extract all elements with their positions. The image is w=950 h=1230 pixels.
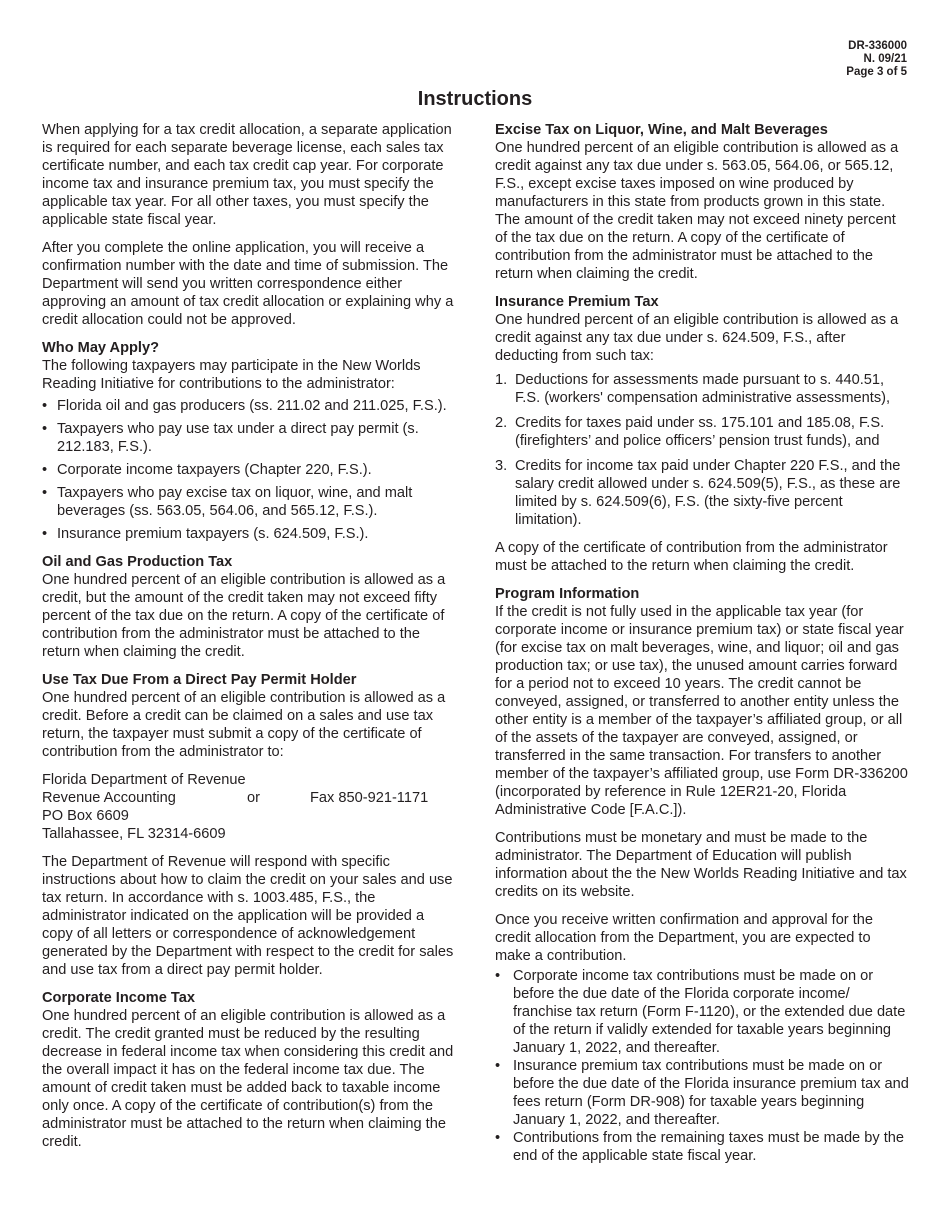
address-line: Florida Department of Revenue [42,772,246,788]
list-item: • Florida oil and gas producers (ss. 211.02 and 211.025, F.S.). [42,397,458,415]
deductions-list [495,371,910,529]
list-item: • Insurance premium taxpayers (s. 624.509, F.S.). [42,525,458,543]
list-item: 3. Credits for income tax paid under Chapter 220 F.S., and the salary credit allowed under s. 624.509(5), F.S., as these are limited by s. 624.509(6), F.S. (the sixty-five percent limitation). [495,458,901,528]
use-tax-heading: Use Tax Due From a Direct Pay Permit Holder [42,672,357,688]
dor-response-text: The Department of Revenue will respond with specific instructions about how to claim the credit on your sales and use tax return. In accordance with s. 1003.485, F.S., the administrator indicated on the application will be provided a copy of all letters or correspondence of acknowledgement generated by the Department with respect to the credit for sales and use tax from a direct pay permit holder. [42,854,454,978]
corporate-income-text: One hundred percent of an eligible contribution is allowed as a credit. The credit granted must be reduced by the resulting decrease in federal income tax when considering this credit and the overall impact it has on the federal income tax due. The amount of credit taken must be added back to taxable income only once. A copy of the certificate of contribution(s) from the administrator must be attached to the return when claiming the credit. [42,1008,454,1150]
left-column [42,121,458,1161]
list-item: • Taxpayers who pay use tax under a direct pay permit (s. 212.183, F.S.). [42,420,458,456]
form-revision: N. 09/21 [863,53,907,65]
page-number: Page 3 of 5 [846,66,907,78]
contribution-deadlines-list [495,967,910,1165]
excise-tax-text: One hundred percent of an eligible contribution is allowed as a credit against any tax due under s. 563.05, 564.06, or 565.12, F.S., except excise taxes imposed on wine produced by manufacturers in this state from products grown in this state. The amount of the credit taken may not exceed ninety percent of the tax due on the return. A copy of the certificate of contribution from the administrator must be attached to the return when claiming the credit. [495,140,899,282]
confirmation-text: Once you receive written confirmation and approval for the credit allocation from the Department, you are expected to make a contribution. [495,912,874,964]
list-item: • Insurance premium tax contributions must be made on or before the due date of the Florida insurance premium tax and fees return (Form DR-908) for taxable years beginning January 1, 2022, and thereafter. [495,1057,910,1129]
list-item: 1. Deductions for assessments made pursuant to s. 440.51, F.S. (workers' compensation administrative assessments), [495,372,891,406]
corporate-income-heading: Corporate Income Tax [42,990,195,1006]
program-information-heading: Program Information [495,586,640,602]
page-title: Instructions [417,88,533,110]
fax-number: Fax 850-921-1171 [310,790,429,806]
intro-paragraph-1: When applying for a tax credit allocation, a separate application is required for each separate beverage license, each sales tax certificate number, and each tax credit cap year. For corporate income tax and insurance premium tax, you must specify the applicable tax year. For all other taxes, you must specify the applicable state fiscal year. [42,122,452,228]
list-item: • Contributions from the remaining taxes must be made by the end of the applicable state fiscal year. [495,1129,910,1165]
insurance-premium-heading: Insurance Premium Tax [495,294,659,310]
contributions-text: Contributions must be monetary and must be made to the administrator. The Department of Education will publish information about the the New Worlds Reading Initiative and tax credits on its website. [495,830,907,900]
form-number: DR-336000 [848,40,907,52]
list-item: • Corporate income tax contributions must be made on or before the due date of the Florida corporate income/ franchise tax return (Form F-1120), or the extended due date of the return if validly extended for taxable years beginning January 1, 2022, and thereafter. [495,967,910,1057]
eligible-taxpayers-list [42,397,458,543]
address-line: PO Box 6609 [42,808,129,824]
list-item: • Taxpayers who pay excise tax on liquor, wine, and malt beverages (ss. 563.05, 564.06, and 565.12, F.S.). [42,484,458,520]
mailing-address [42,771,458,843]
address-or: or [247,790,260,806]
form-identifier [846,40,907,79]
address-line: Tallahassee, FL 32314-6609 [42,826,226,842]
intro-paragraph-2: After you complete the online application, you will receive a confirmation number with the date and time of submission. The Department will send you written correspondence either approving an amount of tax credit allocation or explaining why a credit allocation could not be approved. [42,240,454,328]
right-column [495,121,910,1175]
address-line: Revenue Accounting [42,790,176,806]
insurance-copy-text: A copy of the certificate of contribution from the administrator must be attached to the return when claiming the credit. [495,540,888,574]
use-tax-text: One hundred percent of an eligible contribution is allowed as a credit. Before a credit can be claimed on a sales and use tax return, the taxpayer must submit a copy of the certificate of contribution from the administrator to: [42,690,446,760]
oil-gas-text: One hundred percent of an eligible contribution is allowed as a credit, but the amount of the credit taken may not exceed fifty percent of the tax due on the return. A copy of the certificate of contribution from the administrator must be attached to the return when claiming the credit. [42,572,446,660]
list-item: 2. Credits for taxes paid under ss. 175.101 and 185.08, F.S. (firefighters’ and police officers’ pension trust funds), and [495,415,885,449]
who-may-apply-heading: Who May Apply? [42,340,160,356]
insurance-premium-text: One hundred percent of an eligible contribution is allowed as a credit against any tax due under s. 624.509, F.S., after deducting from such tax: [495,312,899,364]
oil-gas-heading: Oil and Gas Production Tax [42,554,233,570]
who-may-apply-text: The following taxpayers may participate in the New Worlds Reading Initiative for contributions to the administrator: [42,358,421,392]
list-item: • Corporate income taxpayers (Chapter 220, F.S.). [42,461,458,479]
excise-tax-heading: Excise Tax on Liquor, Wine, and Malt Beverages [495,122,828,138]
program-information-text: If the credit is not fully used in the applicable tax year (for corporate income or insurance premium tax) or state fiscal year (for excise tax on malt beverages, wine, and liquor; oil and gas production tax; or use tax), the unused amount carries forward for a period not to exceed 10 years. The credit cannot be conveyed, assigned, or transferred to another entity unless the other entity is a member of the taxpayer’s affiliated group, or all of the assets of the taxpayer are conveyed, assigned, or transferred in the same transaction. For transfers to another member of the taxpayer’s affiliated group, use Form DR-336200 (incorporated by reference in Rule 12ER21-20, Florida Administrative Code [F.A.C.]). [495,604,908,818]
